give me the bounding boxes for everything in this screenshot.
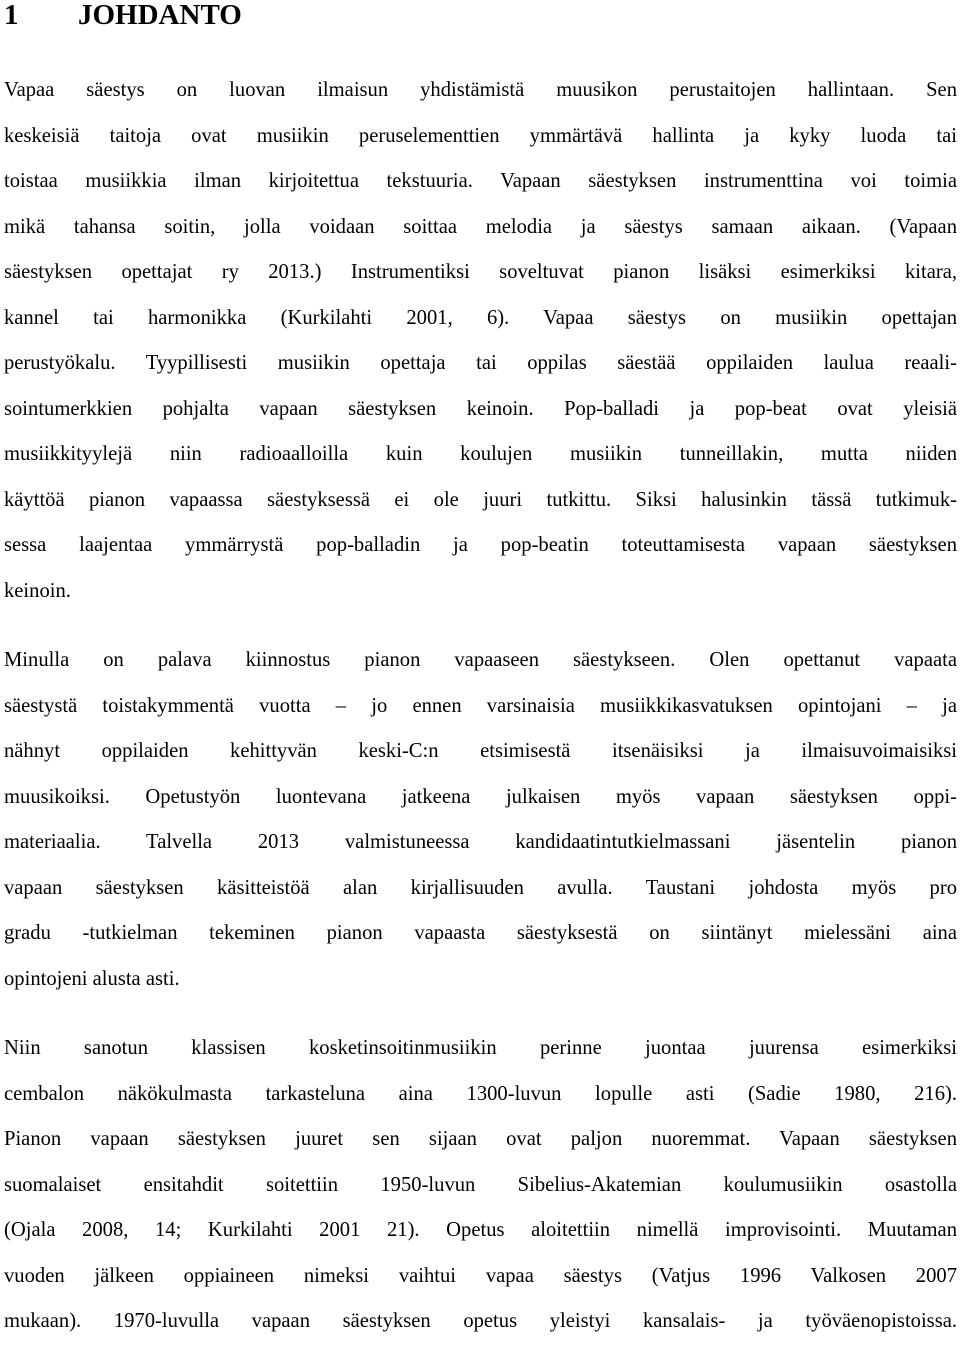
text-line: keskeisiä taitoja ovat musiikin peruselementtien ymmärtävä hallinta ja kyky luoda tai <box>4 124 957 147</box>
paragraph-2 <box>4 638 957 1002</box>
text-line: suomalaiset ensitahdit soitettiin 1950-luvun Sibelius-Akatemian koulumusiikin osastolla <box>4 1173 957 1196</box>
text-line: gradu -tutkielman tekeminen pianon vapaasta säestyksestä on siintänyt mielessäni aina <box>4 922 957 944</box>
text-line: vuoden jälkeen oppiaineen nimeksi vaihtui vapaa säestys (Vatjus 1996 Valkosen 2007 <box>4 1264 957 1287</box>
text-line: sessa laajentaa ymmärrystä pop-balladin ja pop-beatin toteuttamisesta vapaan säestyksen <box>4 534 957 556</box>
text-line: kannel tai harmonikka (Kurkilahti 2001, 6). Vapaa säestys on musiikin opettajan <box>4 306 957 329</box>
text-line: opintojeni alusta asti. <box>4 967 180 990</box>
text-line: mukaan). 1970-luvulla vapaan säestyksen opetus yleistyi kansalais- ja työväenopistoissa. <box>4 1310 957 1332</box>
text-line: musiikkityylejä niin radioaalloilla kuin koulujen musiikin tunneillakin, mutta niiden <box>4 443 957 465</box>
text-line: säestystä toistakymmentä vuotta – jo ennen varsinaisia musiikkikasvatuksen opintojani – ja <box>4 694 957 717</box>
text-line: nähnyt oppilaiden kehittyvän keski-C:n etsimisestä itsenäisiksi ja ilmaisuvoimaisiksi <box>4 740 957 762</box>
text-line: sointumerkkien pohjalta vapaan säestyksen keinoin. Pop-balladi ja pop-beat ovat yleisiä <box>4 397 957 420</box>
text-line: materiaalia. Talvella 2013 valmistuneessa kandidaatintutkielmassani jäsentelin pianon <box>4 831 957 853</box>
text-line: Vapaa säestys on luovan ilmaisun yhdistämistä muusikon perustaitojen hallintaan. Sen <box>4 79 957 101</box>
paragraph-3 <box>4 1026 957 1345</box>
text-line: perustyökalu. Tyypillisesti musiikin opettaja tai oppilas säestää oppilaiden laulua reaali- <box>4 352 957 374</box>
text-line: cembalon näkökulmasta tarkasteluna aina 1300-luvun lopulle asti (Sadie 1980, 216). <box>4 1082 957 1105</box>
text-line: käyttöä pianon vapaassa säestyksessä ei ole juuri tutkittu. Siksi halusinkin tässä tutkimuk- <box>4 488 957 511</box>
text-line: Pianon vapaan säestyksen juuret sen sijaan ovat paljon nuoremmat. Vapaan säestyksen <box>4 1128 957 1150</box>
text-line: toistaa musiikkia ilman kirjoitettua tekstuuria. Vapaan säestyksen instrumenttina voi toimia <box>4 170 957 192</box>
text-line: (Ojala 2008, 14; Kurkilahti 2001 21). Opetus aloitettiin nimellä improvisointi. Muutaman <box>4 1219 957 1241</box>
text-line: keinoin. <box>4 579 71 602</box>
text-line: Niin sanotun klassisen kosketinsoitinmusiikin perinne juontaa juurensa esimerkiksi <box>4 1037 957 1059</box>
text-line: muusikoiksi. Opetustyön luontevana jatkeena julkaisen myös vapaan säestyksen oppi- <box>4 785 957 808</box>
text-line: mikä tahansa soitin, jolla voidaan soittaa melodia ja säestys samaan aikaan. (Vapaan <box>4 215 957 238</box>
text-line: Minulla on palava kiinnostus pianon vapaaseen säestykseen. Olen opettanut vapaata <box>4 649 957 671</box>
text-line: säestyksen opettajat ry 2013.) Instrumentiksi soveltuvat pianon lisäksi esimerkiksi kitara, <box>4 261 957 283</box>
text-line: vapaan säestyksen käsitteistöä alan kirjallisuuden avulla. Taustani johdosta myös pro <box>4 876 957 899</box>
chapter-title: JOHDANTO <box>78 0 242 31</box>
chapter-heading <box>4 0 957 34</box>
paragraph-1 <box>4 68 957 614</box>
chapter-number: 1 <box>4 0 19 31</box>
document-page <box>4 0 957 1345</box>
